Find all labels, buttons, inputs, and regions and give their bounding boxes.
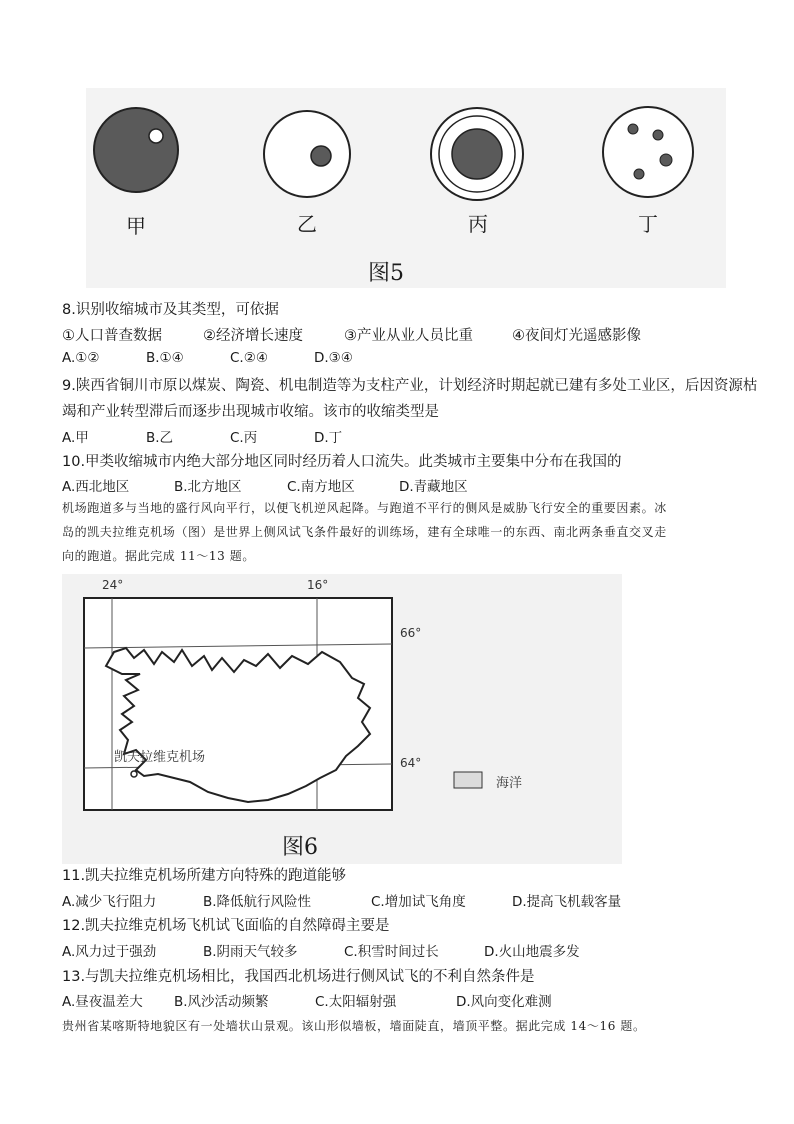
label-yi: 乙 — [297, 212, 317, 236]
city-ding-dot-3 — [660, 154, 672, 166]
q8-item-2: ②经济增长速度 — [203, 328, 303, 344]
lon-label-24: 24° — [102, 578, 124, 592]
ocean-legend-label: 海洋 — [496, 776, 523, 791]
q11-option-c[interactable]: C.增加试飞角度 — [371, 894, 466, 910]
q9-option-b[interactable]: B.乙 — [146, 430, 174, 446]
q10-stem: 10.甲类收缩城市内绝大部分地区同时经历着人口流失。此类城市主要集中分布在我国的 — [62, 454, 622, 470]
label-bing: 丙 — [468, 212, 488, 236]
figure-5 — [86, 88, 726, 288]
q10-option-c[interactable]: C.南方地区 — [287, 479, 355, 495]
q10-option-b[interactable]: B.北方地区 — [174, 479, 242, 495]
city-ding-dot-2 — [653, 130, 663, 140]
q12-option-a[interactable]: A.风力过于强劲 — [62, 944, 157, 960]
q11-option-d[interactable]: D.提高飞机载客量 — [512, 894, 622, 910]
q8-option-c[interactable]: C.②④ — [230, 350, 268, 366]
q9-option-d[interactable]: D.丁 — [314, 430, 343, 446]
passage-14-16: 贵州省某喀斯特地貌区有一处墙状山景观。该山形似墙板，墙面陡直，墙顶平整。据此完成 14～16 题。 — [62, 1019, 646, 1033]
q9-stem: 9.陕西省铜川市原以煤炭、陶瓷、机电制造等为支柱产业，计划经济时期起就已建有多处工业区，后因资源枯 — [62, 378, 758, 394]
q8-item-3: ③产业从业人员比重 — [344, 328, 473, 344]
q13-option-a[interactable]: A.昼夜温差大 — [62, 994, 143, 1010]
figure-6-caption: 图6 — [282, 835, 318, 860]
city-ding-diagram — [603, 107, 693, 197]
q8-option-d[interactable]: D.③④ — [314, 350, 353, 366]
q12-option-c[interactable]: C.积雪时间过长 — [344, 944, 439, 960]
passage-11-13 — [62, 496, 742, 568]
q9-option-a[interactable]: A.甲 — [62, 430, 89, 446]
label-jia: 甲 — [126, 214, 146, 238]
lat-label-64: 64° — [400, 756, 422, 770]
city-yi-diagram — [264, 111, 350, 197]
airport-label: 凯夫拉维克机场 — [114, 750, 206, 765]
q11-option-b[interactable]: B.降低航行风险性 — [203, 894, 312, 910]
q9-stem-2: 竭和产业转型滞后而逐步出现城市收缩。该市的收缩类型是 — [62, 404, 439, 420]
city-bing-core — [452, 129, 502, 179]
figure-6-map — [62, 574, 622, 864]
city-ding-dot-4 — [634, 169, 644, 179]
q13-option-c[interactable]: C.太阳辐射强 — [315, 994, 397, 1010]
passage-line-2: 岛的凯夫拉维克机场（图）是世界上侧风试飞条件最好的训练场，建有全球唯一的东西、南北两条垂直交叉走 — [62, 525, 667, 539]
keflavik-airport-marker — [131, 771, 137, 777]
lon-label-16: 16° — [307, 578, 329, 592]
label-ding: 丁 — [638, 212, 658, 236]
q8-item-4: ④夜间灯光遥感影像 — [512, 328, 641, 344]
city-jia-hole — [149, 129, 163, 143]
figure-5-diagram — [86, 88, 726, 288]
q13-option-b[interactable]: B.风沙活动频繁 — [174, 994, 269, 1010]
q8-stem: 8.识别收缩城市及其类型，可依据 — [62, 302, 279, 318]
q11-option-a[interactable]: A.减少飞行阻力 — [62, 894, 157, 910]
q10-option-a[interactable]: A.西北地区 — [62, 479, 130, 495]
q13-stem: 13.与凯夫拉维克机场相比，我国西北机场进行侧风试飞的不利自然条件是 — [62, 969, 535, 985]
passage-line-3: 向的跑道。据此完成 11～13 题。 — [62, 549, 255, 563]
iceland-map — [62, 574, 622, 864]
city-jia-diagram — [94, 108, 178, 192]
q12-stem: 12.凯夫拉维克机场飞机试飞面临的自然障碍主要是 — [62, 918, 390, 934]
q13-option-d[interactable]: D.风向变化难测 — [456, 994, 552, 1010]
q9-option-c[interactable]: C.丙 — [230, 430, 258, 446]
q11-stem: 11.凯夫拉维克机场所建方向特殊的跑道能够 — [62, 868, 347, 884]
q12-option-b[interactable]: B.阴雨天气较多 — [203, 944, 298, 960]
city-yi-core — [311, 146, 331, 166]
ocean-legend-swatch — [454, 772, 482, 788]
city-ding-dot-1 — [628, 124, 638, 134]
q8-option-a[interactable]: A.①② — [62, 350, 100, 366]
figure-5-caption: 图5 — [368, 261, 404, 286]
q10-option-d[interactable]: D.青藏地区 — [399, 479, 468, 495]
q8-item-1: ①人口普查数据 — [62, 328, 162, 344]
passage-line-1: 机场跑道多与当地的盛行风向平行，以便飞机逆风起降。与跑道不平行的侧风是威胁飞行安全的重要因素。冰 — [62, 501, 667, 515]
q12-option-d[interactable]: D.火山地震多发 — [484, 944, 580, 960]
lat-label-66: 66° — [400, 626, 422, 640]
q8-option-b[interactable]: B.①④ — [146, 350, 184, 366]
